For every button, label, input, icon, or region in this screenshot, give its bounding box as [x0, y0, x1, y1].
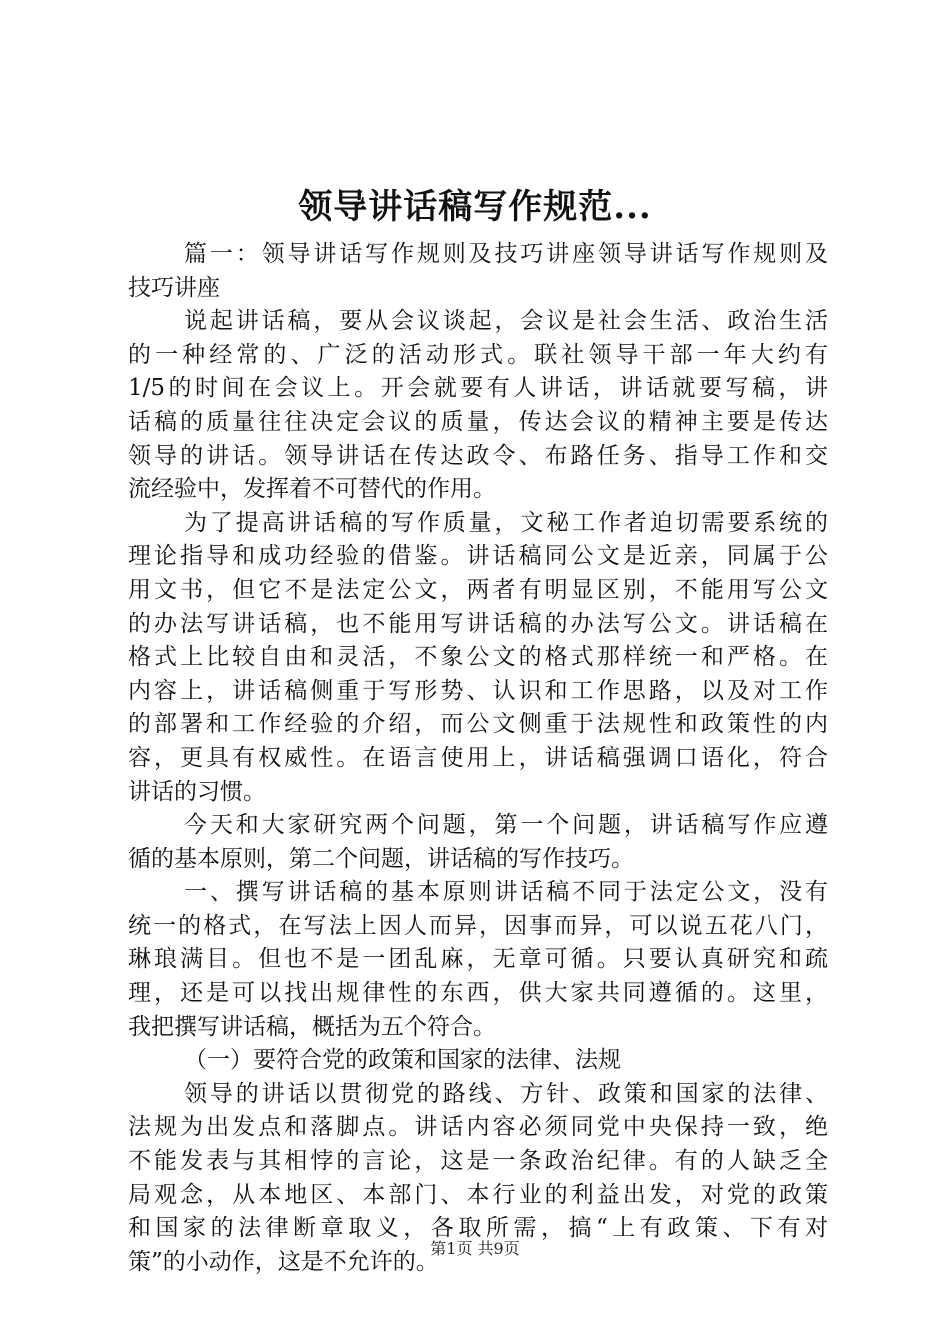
text-line: 琳琅满目。但也不是一团乱麻，无章可循。只要认真研究和疏: [128, 946, 828, 973]
text-line: 今天和大家研究两个问题，第一个问题，讲话稿写作应遵: [184, 812, 828, 839]
text-line: 篇一：领导讲话写作规则及技巧讲座领导讲话写作规则及: [184, 241, 828, 267]
text-line: 容，更具有权威性。在语言使用上，讲话稿强调口语化，符合: [128, 744, 828, 771]
text-line: 为了提高讲话稿的写作质量，文秘工作者迫切需要系统的: [184, 509, 828, 536]
text-line: 讲话的习惯。: [128, 778, 266, 805]
text-line: 话稿的质量往往决定会议的质量，传达会议的精神主要是传达: [128, 408, 828, 435]
text-line: 一、撰写讲话稿的基本原则讲话稿不同于法定公文，没有: [184, 879, 828, 906]
text-line: 领导的讲话以贯彻党的路线、方针、政策和国家的法律、: [184, 1080, 828, 1107]
text-line: 的办法写讲话稿，也不能用写讲话稿的办法写公文。讲话稿在: [128, 610, 828, 637]
text-line: 局观念，从本地区、本部门、本行业的利益出发，对党的政策: [128, 1181, 828, 1208]
text-line: 内容上，讲话稿侧重于写形势、认识和工作思路，以及对工作: [128, 677, 828, 704]
text-line: 1/5的时间在会议上。开会就要有人讲话，讲话就要写稿，讲: [128, 375, 828, 402]
document-title: 领导讲话稿写作规范...: [298, 187, 652, 227]
text-line: 循的基本原则，第二个问题，讲话稿的写作技巧。: [128, 845, 634, 872]
page-footer: 第1页 共9页: [430, 1239, 520, 1258]
text-line: 理论指导和成功经验的借鉴。讲话稿同公文是近亲，同属于公: [128, 543, 828, 570]
text-line: 统一的格式，在写法上因人而异，因事而异，可以说五花八门，: [128, 912, 828, 939]
text-line: 流经验中，发挥着不可替代的作用。: [128, 476, 496, 503]
text-line: 技巧讲座: [128, 274, 220, 301]
text-line: 说起讲话稿，要从会议谈起，会议是社会生活、政治生活: [184, 308, 828, 335]
text-line: 不能发表与其相悖的言论，这是一条政治纪律。有的人缺乏全: [128, 1148, 828, 1175]
text-line: 我把撰写讲话稿，概括为五个符合。: [128, 1013, 496, 1040]
text-line: 领导的讲话。领导讲话在传达政令、布路任务、指导工作和交: [128, 442, 828, 469]
text-line: 理，还是可以找出规律性的东西，供大家共同遵循的。这里，: [128, 980, 828, 1007]
text-line: 格式上比较自由和灵活，不象公文的格式那样统一和严格。在: [128, 644, 828, 671]
text-line: 的部署和工作经验的介绍，而公文侧重于法规性和政策性的内: [128, 711, 828, 738]
text-line: 的一种经常的、广泛的活动形式。联社领导干部一年大约有: [128, 341, 828, 368]
text-line: （一）要符合党的政策和国家的法律、法规: [184, 1047, 621, 1074]
text-line: 策”的小动作，这是不允许的。: [128, 1248, 439, 1275]
text-line: 用文书，但它不是法定公文，两者有明显区别，不能用写公文: [128, 576, 828, 603]
text-line: 法规为出发点和落脚点。讲话内容必须同党中央保持一致，绝: [128, 1114, 828, 1141]
text-line: 和国家的法律断章取义，各取所需，搞“上有政策、下有对: [128, 1215, 828, 1242]
document-body: [128, 238, 828, 1279]
